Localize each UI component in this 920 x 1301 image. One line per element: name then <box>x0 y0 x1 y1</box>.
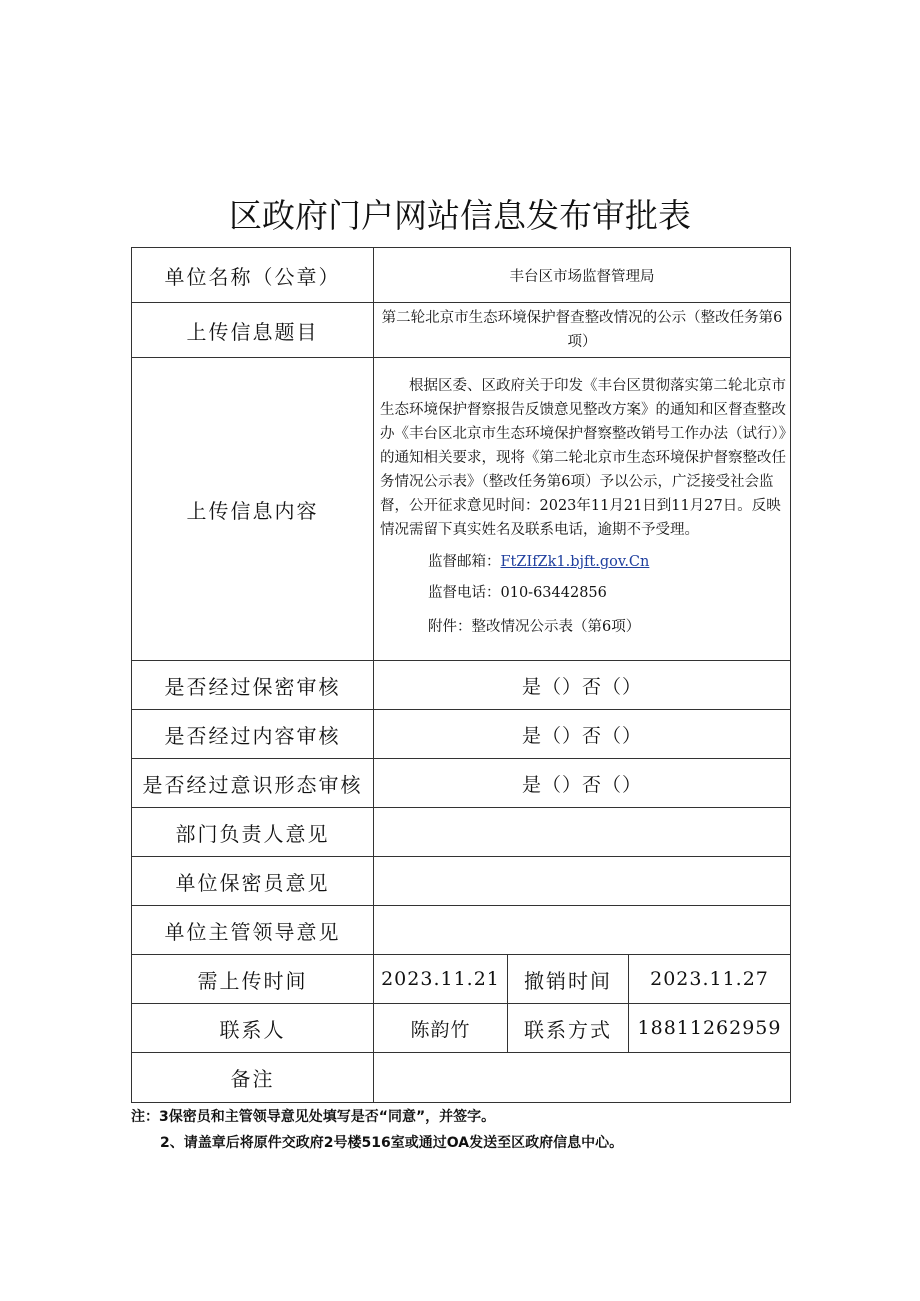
content-review-value: 是（）否（） <box>374 710 791 759</box>
content-label: 上传信息内容 <box>132 358 374 661</box>
approval-form-table <box>131 247 791 1103</box>
row-content-review <box>132 710 791 759</box>
attachment-label: 附件： <box>428 619 472 635</box>
remark-field[interactable] <box>374 1053 791 1103</box>
phone-value: 010-63442856 <box>500 585 607 601</box>
contact-method-value: 18811262959 <box>629 1004 791 1053</box>
dept-head-opinion-field[interactable] <box>374 808 791 857</box>
phone-line <box>380 576 786 610</box>
secrecy-review-label: 是否经过保密审核 <box>132 661 374 710</box>
unit-name-label: 单位名称（公章） <box>132 248 374 303</box>
row-unit-name <box>132 248 791 303</box>
unit-name-value: 丰台区市场监督管理局 <box>374 248 791 303</box>
leader-label: 单位主管领导意见 <box>132 906 374 955</box>
contact-value: 陈韵竹 <box>374 1004 508 1053</box>
email-line <box>380 548 786 576</box>
row-secrecy-officer <box>132 857 791 906</box>
secrecy-officer-label: 单位保密员意见 <box>132 857 374 906</box>
ideology-review-label: 是否经过意识形态审核 <box>132 759 374 808</box>
row-ideology-review <box>132 759 791 808</box>
email-link[interactable]: FtZIfZk1.bjft.gov.Cn <box>500 554 650 570</box>
row-leader <box>132 906 791 955</box>
attachment-line <box>380 610 786 644</box>
topic-value: 第二轮北京市生态环境保护督查整改情况的公示（整改任务第6项） <box>374 303 791 358</box>
note-line-2: 2、请盖章后将原件交政府2号楼516室或通过OA发送至区政府信息中心。 <box>160 1135 624 1151</box>
leader-opinion-field[interactable] <box>374 906 791 955</box>
content-review-label: 是否经过内容审核 <box>132 710 374 759</box>
content-cell <box>374 358 791 661</box>
phone-label: 监督电话： <box>428 585 501 601</box>
note-line-1: 注：3保密员和主管领导意见处填写是否“同意”，并签字。 <box>131 1109 496 1125</box>
page-title: 区政府门户网站信息发布审批表 <box>229 196 691 235</box>
dept-head-label: 部门负责人意见 <box>132 808 374 857</box>
revoke-time-label: 撤销时间 <box>508 955 629 1004</box>
row-times <box>132 955 791 1004</box>
footnotes <box>131 1104 831 1156</box>
upload-time-label: 需上传时间 <box>132 955 374 1004</box>
row-contact <box>132 1004 791 1053</box>
row-secrecy-review <box>132 661 791 710</box>
row-remark <box>132 1053 791 1103</box>
topic-label: 上传信息题目 <box>132 303 374 358</box>
upload-time-value: 2023.11.21 <box>374 955 508 1004</box>
email-label: 监督邮箱： <box>428 554 501 570</box>
contact-label: 联系人 <box>132 1004 374 1053</box>
secrecy-review-value: 是（）否（） <box>374 661 791 710</box>
revoke-time-value: 2023.11.27 <box>629 955 791 1004</box>
ideology-review-value: 是（）否（） <box>374 759 791 808</box>
row-topic <box>132 303 791 358</box>
content-paragraph: 根据区委、区政府关于印发《丰台区贯彻落实第二轮北京市生态环境保护督察报告反馈意见整改方案》的通知和区督查整改办《丰台区北京市生态环境保护督察整改销号工作办法（试行）》的通知相关要求，现将《第二轮北京市生态环境保护督察整改任务情况公示表》（整改任务第6项）予以公示，广泛接受社会监督，公开征求意见时间：2023年11月21日到11月27日。反映情况需留下真实姓名及联系电话，逾期不予受理。 <box>380 378 786 538</box>
contact-method-label: 联系方式 <box>508 1004 629 1053</box>
remark-label: 备注 <box>132 1053 374 1103</box>
attachment-value: 整改情况公示表（第6项） <box>471 619 641 635</box>
row-content <box>132 358 791 661</box>
row-dept-head <box>132 808 791 857</box>
secrecy-officer-opinion-field[interactable] <box>374 857 791 906</box>
